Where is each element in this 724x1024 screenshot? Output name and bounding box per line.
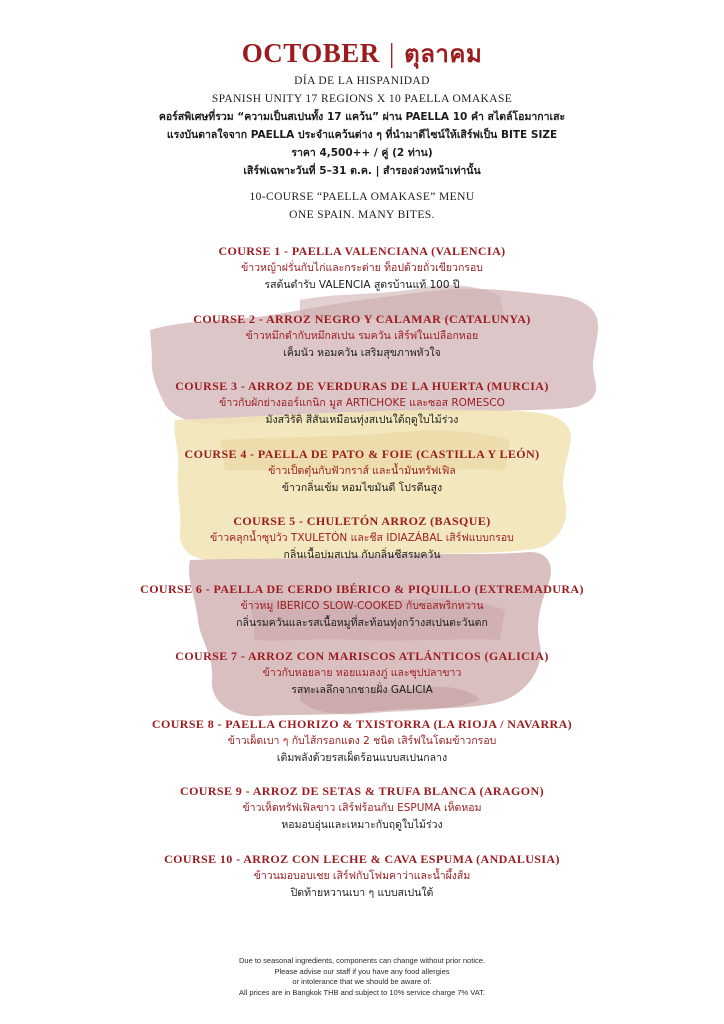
intro-concept: SPANISH UNITY 17 REGIONS X 10 PAELLA OMAKASE bbox=[211, 93, 513, 105]
title-separator: | bbox=[388, 38, 395, 68]
course-name: COURSE 3 - ARROZ DE VERDURAS DE LA HUERTA (MURCIA) bbox=[175, 379, 549, 393]
course-description: ข้าวเห็ดทรัฟเฟิลขาว เสิร์ฟร้อนกับ ESPUMA เห็ดหอม bbox=[242, 802, 482, 814]
course-description: ข้าวเผ็ดเบา ๆ กับไส้กรอกแดง 2 ชนิด เสิร์ฟในโดมข้าวกรอบ bbox=[227, 735, 497, 747]
course-name: COURSE 4 - PAELLA DE PATO & FOIE (CASTILLA Y LEÓN) bbox=[184, 447, 540, 461]
title-month-en: OCTOBER bbox=[241, 38, 380, 68]
course-description: ข้าวหมู IBERICO SLOW-COOKED กับซอสพริกหวาน bbox=[240, 600, 484, 612]
course-item bbox=[0, 782, 724, 834]
menu-heading-title: 10-COURSE “PAELLA OMAKASE” MENU bbox=[249, 191, 475, 203]
course-note: หอมอบอุ่นและเหมาะกับฤดูใบไม้ร่วง bbox=[281, 819, 443, 831]
course-item bbox=[0, 647, 724, 699]
page-title bbox=[0, 34, 724, 73]
intro-description-2: แรงบันดาลใจจาก PAELLA ประจำแคว้นต่าง ๆ ที่นำมาดีไซน์ให้เสิร์ฟเป็น BITE SIZE bbox=[166, 129, 558, 141]
title-month-th: ตุลาคม bbox=[404, 40, 483, 68]
course-description: ข้าวกับผักย่างออร์แกนิก มูส ARTICHOKE และซอส ROMESCO bbox=[219, 397, 505, 409]
course-name: COURSE 6 - PAELLA DE CERDO IBÉRICO & PIQUILLO (EXTREMADURA) bbox=[140, 582, 584, 596]
course-description: ข้าวนมอบอบเชย เสิร์ฟกับโฟมคาว่าและน้ำผึ้งส้ม bbox=[253, 870, 471, 882]
course-note: ปิดท้ายหวานเบา ๆ แบบสเปนใต้ bbox=[290, 887, 434, 899]
course-item bbox=[0, 242, 724, 294]
course-description: ข้าวหมึกดำกับหมึกสเปน รมควัน เสิร์ฟในเปลือกหอย bbox=[245, 330, 479, 342]
footer-line: All prices are in Bangkok THB and subject to 10% service charge 7% VAT. bbox=[239, 987, 485, 997]
course-item bbox=[0, 580, 724, 632]
course-note: เค็มนัว หอมควัน เสริมสุขภาพหัวใจ bbox=[283, 347, 441, 359]
course-note: รสต้นตำรับ VALENCIA สูตรบ้านแท้ 100 ปี bbox=[264, 279, 460, 291]
course-name: COURSE 1 - PAELLA VALENCIANA (VALENCIA) bbox=[218, 244, 506, 258]
course-note: มังสวิรัติ สีสันเหมือนทุ่งสเปนใต้ฤดูใบไม้ร่วง bbox=[265, 414, 459, 426]
course-item bbox=[0, 512, 724, 564]
intro-description-1: คอร์สพิเศษที่รวม “ความเป็นสเปนทั้ง 17 แคว้น” ผ่าน PAELLA 10 คำ สไตล์โอมากาเสะ bbox=[158, 111, 566, 123]
course-name: COURSE 9 - ARROZ DE SETAS & TRUFA BLANCA (ARAGON) bbox=[180, 784, 544, 798]
footer-line: Due to seasonal ingredients, components can change without prior notice. bbox=[239, 956, 485, 965]
course-item bbox=[0, 850, 724, 902]
intro-block bbox=[0, 72, 724, 180]
course-name: COURSE 7 - ARROZ CON MARISCOS ATLÁNTICOS (GALICIA) bbox=[175, 649, 549, 663]
course-description: ข้าวกับหอยลาย หอยแมลงภู่ และซุปปลาขาว bbox=[262, 667, 462, 679]
course-name: COURSE 8 - PAELLA CHORIZO & TXISTORRA (LA RIOJA / NAVARRA) bbox=[151, 717, 573, 731]
course-item bbox=[0, 377, 724, 429]
menu-heading bbox=[0, 188, 724, 224]
course-name: COURSE 10 - ARROZ CON LECHE & CAVA ESPUMA (ANDALUSIA) bbox=[164, 852, 560, 866]
course-note: เติมพลังด้วยรสเผ็ดร้อนแบบสเปนกลาง bbox=[276, 752, 448, 764]
course-note: รสทะเลลึกจากชายฝั่ง GALICIA bbox=[291, 684, 433, 696]
course-description: ข้าวเป็ดตุ๋นกับฟัวกราส์ และน้ำมันทรัฟเฟิล bbox=[268, 465, 456, 477]
course-item bbox=[0, 715, 724, 767]
menu-heading-tagline: ONE SPAIN. MANY BITES. bbox=[289, 209, 435, 221]
course-note: กลิ่นรมควันและรสเนื้อหมูที่สะท้อนทุ่งกว้างสเปนตะวันตก bbox=[236, 617, 488, 629]
course-name: COURSE 5 - CHULETÓN ARROZ (BASQUE) bbox=[233, 514, 491, 528]
footer-disclaimer bbox=[0, 956, 724, 998]
intro-availability: เสิร์ฟเฉพาะวันที่ 5–31 ต.ค. | สำรองล่วงหน้าเท่านั้น bbox=[243, 165, 481, 177]
course-description: ข้าวหญ้าฝรั่นกับไก่และกระต่าย ท็อปด้วยถั่วเขียวกรอบ bbox=[241, 262, 483, 274]
course-name: COURSE 2 - ARROZ NEGRO Y CALAMAR (CATALUNYA) bbox=[193, 312, 531, 326]
course-note: กลิ่นเนื้อบ่มสเปน กับกลิ่นชีสรมควัน bbox=[283, 549, 441, 561]
footer-line: or intolerance that we should be aware of. bbox=[292, 977, 432, 986]
course-description: ข้าวคลุกน้ำซุปวัว TXULETÓN และชีส IDIAZÁBAL เสิร์ฟแบบกรอบ bbox=[210, 532, 514, 544]
intro-price: ราคา 4,500++ / คู่ (2 ท่าน) bbox=[291, 147, 433, 159]
footer-line: Please advise our staff if you have any food allergies bbox=[274, 966, 450, 976]
course-item bbox=[0, 445, 724, 497]
course-note: ข้าวกลิ่นเข้ม หอมไขมันดี โปรตีนสูง bbox=[281, 482, 443, 494]
intro-occasion: DÍA DE LA HISPANIDAD bbox=[294, 75, 430, 87]
course-item bbox=[0, 310, 724, 362]
